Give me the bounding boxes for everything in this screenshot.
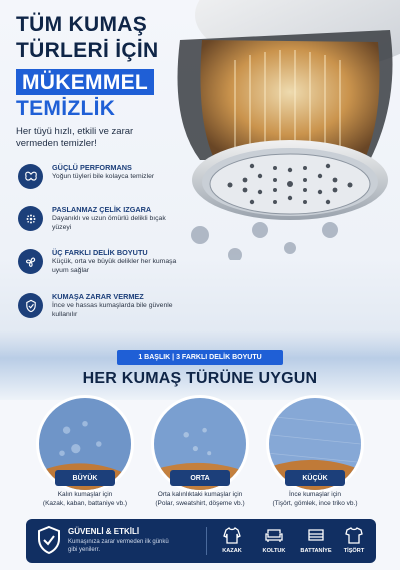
blanket-icon [306,525,326,545]
feature-no-damage [18,292,173,332]
size-desc-line: (Polar, sweatshirt, döşeme vb.) [155,499,245,507]
blade-icon [18,249,43,274]
feature-desc: Küçük, orta ve büyük delikler her kumaşa uyum sağlar [52,258,177,274]
size-desc-small [255,491,375,509]
sofa-icon [264,525,284,545]
size-desc-line: İnce kumaşlar için [288,491,342,498]
size-desc-large [25,491,145,509]
feature-desc: Dayanıklı ve uzun ömürlü delikli bıçak yüzeyi [52,215,166,231]
feature-title: ÜÇ FARKLI DELİK BOYUTU [52,248,148,257]
usage-label: BATTANİYE [300,548,332,554]
title-line-3: MÜKEMMEL [16,69,154,95]
fabric-background [0,330,400,400]
feature-title: PASLANMAZ ÇELİK IZGARA [52,205,152,214]
usage-label: KOLTUK [262,548,286,554]
size-label-large: BÜYÜK [55,470,115,486]
usage-label: TİŞÖRT [343,548,365,554]
usage-kazak [212,525,252,559]
size-desc-line: Orta kalınlıktaki kumaşlar için [157,491,243,498]
size-desc-line: (Tişört, gömlek, ince triko vb.) [272,499,358,507]
section-headline: HER KUMAŞ TÜRÜNE UYGUN [82,370,318,387]
butterfly-icon [18,164,43,189]
usage-label: KAZAK [222,548,242,554]
size-desc-line: Kalın kumaşlar için [57,491,113,498]
safety-title: GÜVENLİ & ETKİLİ [68,527,140,536]
grid-dots-icon [18,206,43,231]
size-label-medium: ORTA [170,470,230,486]
tshirt-icon [344,525,364,545]
variant-badge: 1 BAŞLIK | 3 FARKLI DELİK BOYUTU [117,350,283,365]
divider [206,527,207,555]
title-line-4: TEMİZLİK [16,97,116,120]
feature-desc: Yoğun tüyleri bile kolayca temizler [52,173,155,180]
hero-subtitle: Her tüyü hızlı, etkili ve zarar vermeden temizler! [16,126,134,150]
title-line-2: TÜRLERİ İÇİN [16,39,159,62]
size-desc-line: (Kazak, kaban, battaniye vb.) [42,499,128,507]
size-label-small: KÜÇÜK [285,470,345,486]
safety-desc: Kumaşınıza zarar vermeden ilk günkü gibi yenilerr. [68,539,169,554]
shield-check-icon [18,293,43,318]
feature-hole-sizes [18,248,177,288]
feature-title: GÜÇLÜ PERFORMANS [52,163,132,172]
usage-koltuk [254,525,294,559]
lint-remover-device-image [140,0,400,260]
safety-bar [26,519,376,563]
feature-performance [18,163,163,203]
usage-battaniye [296,525,336,559]
feature-steel-grid [18,205,166,245]
feature-title: KUMAŞA ZARAR VERMEZ [52,292,144,301]
shield-check-icon [36,525,62,555]
feature-desc: İnce ve hassas kumaşlarda bile güvenle kullanılır [52,302,173,318]
title-line-1: TÜM KUMAŞ [16,13,148,36]
size-desc-medium [140,491,260,509]
sweater-icon [222,525,242,545]
usage-tisort [334,525,374,559]
